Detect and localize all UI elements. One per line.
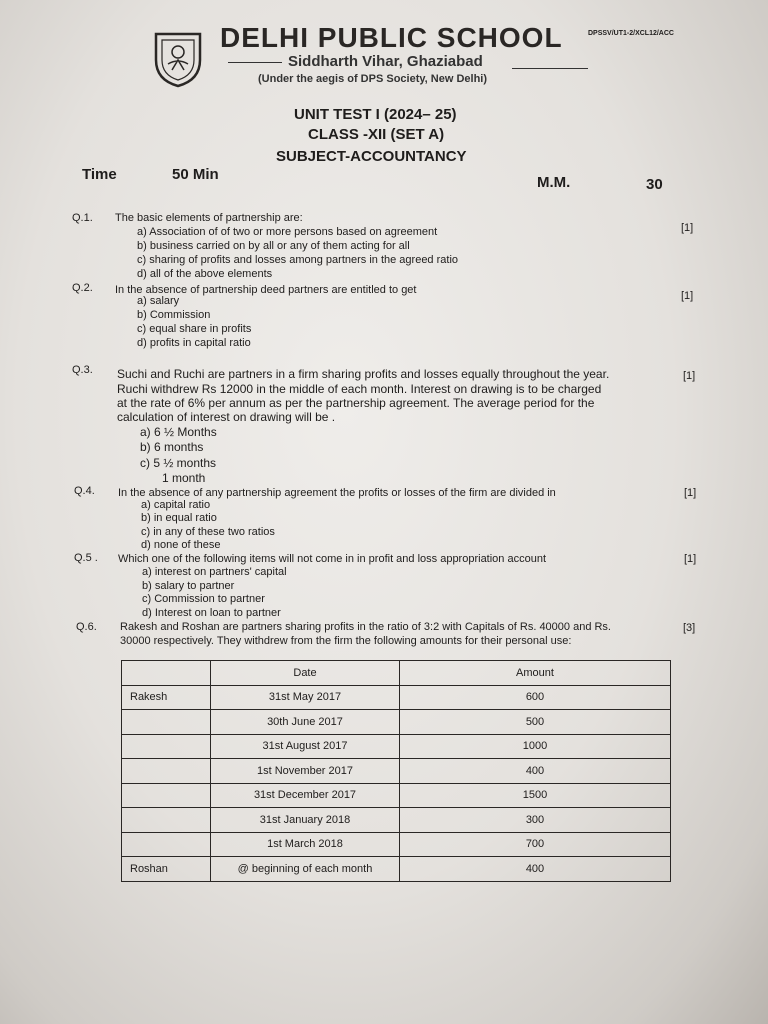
table-header-cell: Amount	[400, 661, 671, 686]
question-number: Q.6.	[76, 621, 97, 633]
max-marks-value: 30	[646, 176, 663, 193]
question-number: Q.3.	[72, 364, 93, 376]
max-marks-label: M.M.	[537, 174, 571, 191]
amount-cell: 700	[400, 832, 671, 857]
amount-cell: 400	[400, 857, 671, 882]
date-cell: 31st August 2017	[211, 734, 400, 759]
option: d) Interest on loan to partner	[142, 607, 281, 619]
partner-cell	[122, 832, 211, 857]
class-title: CLASS -XII (SET A)	[308, 126, 445, 143]
table-row	[122, 832, 671, 857]
question-marks: [3]	[683, 622, 696, 634]
paper-code: DPSSV/UT1-2/XCL12/ACC	[588, 30, 674, 37]
subject-title: SUBJECT-ACCOUNTANCY	[276, 148, 467, 165]
option: c) 5 ½ months	[140, 456, 217, 470]
question-text: The basic elements of partnership are:	[115, 212, 303, 224]
option: a) 6 ½ Months	[140, 425, 217, 439]
date-cell: @ beginning of each month	[211, 857, 400, 882]
amount-cell: 1000	[400, 734, 671, 759]
drawings-table	[121, 660, 671, 882]
option: b) business carried on by all or any of them acting for all	[137, 240, 410, 252]
question-text: Suchi and Ruchi are partners in a firm sharing profits and losses equally throughout the year.	[117, 367, 610, 381]
date-cell: 31st December 2017	[211, 783, 400, 808]
question-text: Rakesh and Roshan are partners sharing profits in the ratio of 3:2 with Capitals of Rs. 40000 and Rs.	[120, 621, 611, 633]
partner-cell	[122, 808, 211, 833]
option: c) Commission to partner	[142, 593, 265, 605]
amount-cell: 400	[400, 759, 671, 784]
school-branch: Siddharth Vihar, Ghaziabad	[288, 53, 483, 70]
option: a) capital ratio	[141, 499, 211, 511]
school-aegis: (Under the aegis of DPS Society, New Delhi)	[258, 73, 488, 85]
question-number: Q.1.	[72, 212, 93, 224]
table-header-cell	[122, 661, 211, 686]
question-text: 30000 respectively. They withdrew from the firm the following amounts for their personal use:	[120, 635, 572, 647]
question-text: calculation of interest on drawing will be .	[117, 410, 336, 424]
option: a) interest on partners' capital	[142, 566, 287, 578]
amount-cell: 500	[400, 710, 671, 735]
table-header-cell: Date	[211, 661, 400, 686]
table-row	[122, 710, 671, 735]
question-text: In the absence of partnership deed partners are entitled to get	[115, 284, 417, 296]
time-value: 50 Min	[172, 166, 219, 183]
test-title: UNIT TEST I (2024– 25)	[294, 106, 457, 123]
question-marks: [1]	[681, 290, 694, 302]
partner-cell	[122, 734, 211, 759]
question-marks: [1]	[683, 370, 696, 382]
question-marks: [1]	[681, 222, 694, 234]
partner-cell	[122, 759, 211, 784]
school-crest-icon	[152, 30, 204, 88]
option: d) none of these	[141, 539, 221, 551]
partner-cell: Rakesh	[122, 685, 211, 710]
school-name: DELHI PUBLIC SCHOOL	[220, 22, 563, 53]
date-cell: 31st May 2017	[211, 685, 400, 710]
partner-cell	[122, 710, 211, 735]
option: b) in equal ratio	[141, 512, 217, 524]
option: c) in any of these two ratios	[141, 526, 275, 538]
date-cell: 1st March 2018	[211, 832, 400, 857]
option: a) Association of of two or more persons based on agreement	[137, 226, 438, 238]
question-marks: [1]	[684, 487, 697, 499]
option: d) all of the above elements	[137, 268, 273, 280]
table-row	[122, 734, 671, 759]
question-text: Ruchi withdrew Rs 12000 in the middle of each month. Interest on drawing is to be charged	[117, 382, 602, 396]
branch-rule-right	[512, 68, 588, 69]
option: b) salary to partner	[142, 580, 235, 592]
partner-cell	[122, 783, 211, 808]
table-row	[122, 759, 671, 784]
option: b) Commission	[137, 309, 211, 321]
option: 1 month	[162, 471, 206, 485]
branch-rule-left	[228, 62, 282, 63]
option: b) 6 months	[140, 440, 204, 454]
question-text: Which one of the following items will not come in in profit and loss appropriation account	[118, 553, 547, 565]
table-row	[122, 857, 671, 882]
option: a) salary	[137, 295, 180, 307]
date-cell: 1st November 2017	[211, 759, 400, 784]
question-text: at the rate of 6% per annum as per the partnership agreement. The average period for the	[117, 396, 595, 410]
amount-cell: 600	[400, 685, 671, 710]
table-header-row	[122, 661, 671, 686]
amount-cell: 1500	[400, 783, 671, 808]
option: c) sharing of profits and losses among partners in the agreed ratio	[137, 254, 459, 266]
option: d) profits in capital ratio	[137, 337, 251, 349]
question-number: Q.2.	[72, 282, 93, 294]
table-row	[122, 808, 671, 833]
table-row	[122, 783, 671, 808]
question-number: Q.4.	[74, 485, 95, 497]
question-number: Q.5 .	[74, 552, 98, 564]
table-row	[122, 685, 671, 710]
date-cell: 31st January 2018	[211, 808, 400, 833]
question-text: In the absence of any partnership agreement the profits or losses of the firm are divided in	[118, 487, 556, 499]
date-cell: 30th June 2017	[211, 710, 400, 735]
time-label: Time	[82, 166, 117, 183]
amount-cell: 300	[400, 808, 671, 833]
question-marks: [1]	[684, 553, 697, 565]
option: c) equal share in profits	[137, 323, 252, 335]
partner-cell: Roshan	[122, 857, 211, 882]
